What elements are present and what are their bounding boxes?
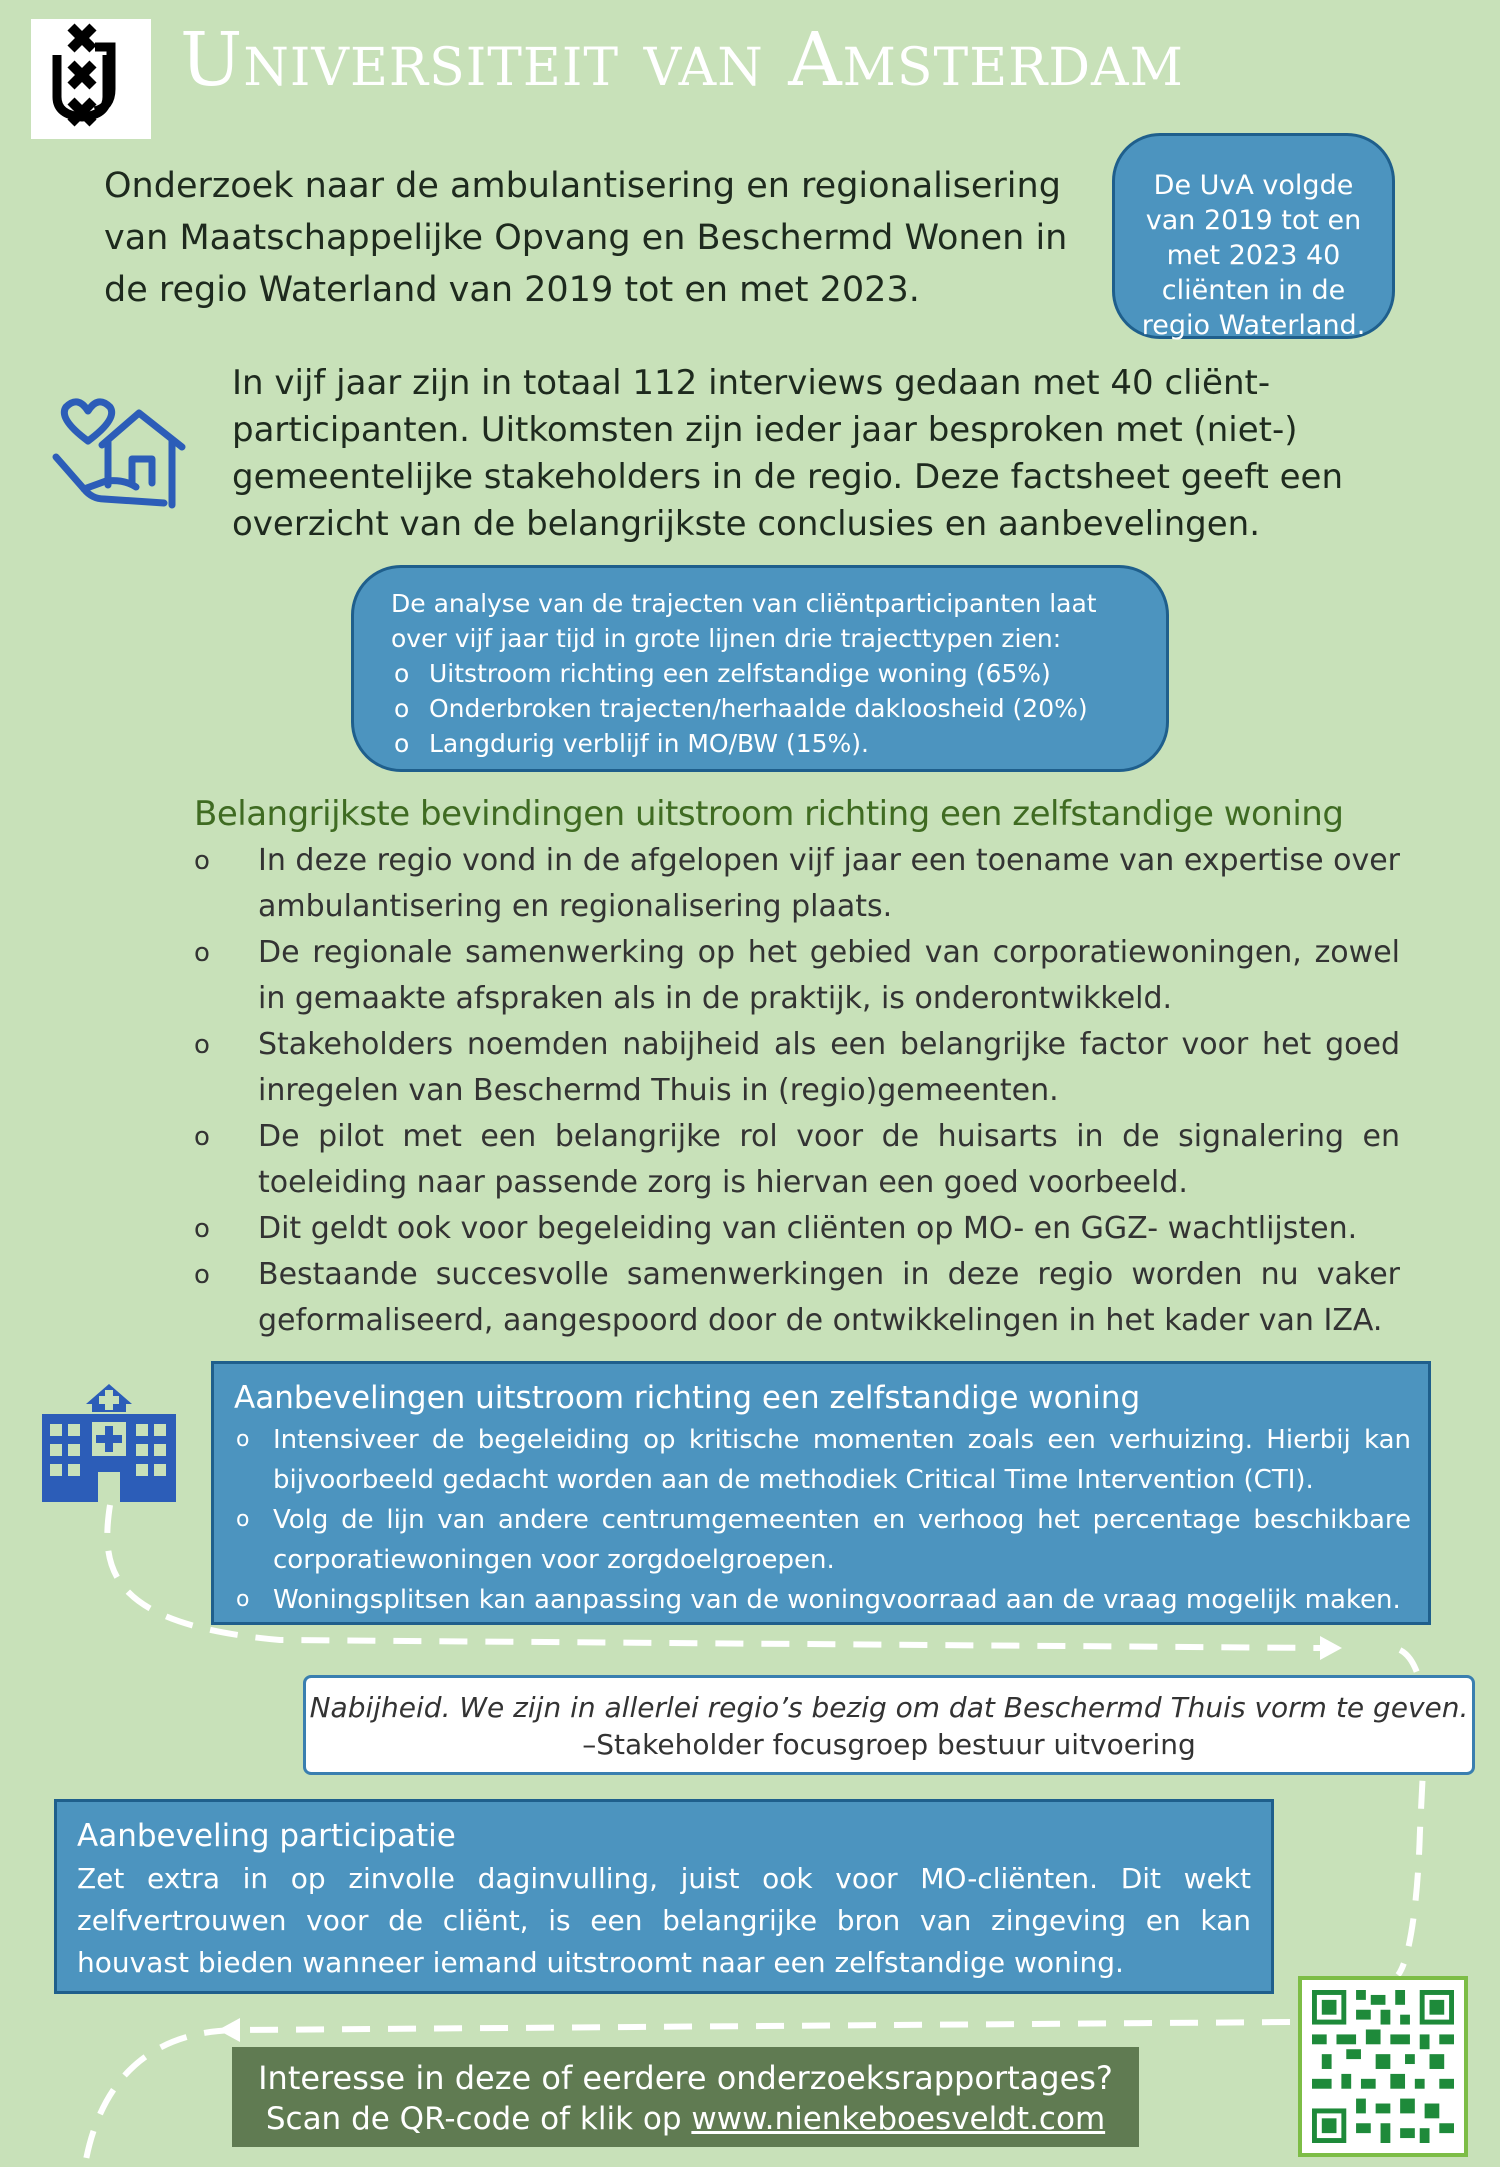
analysis-box [351,565,1169,772]
qr-code[interactable] [1298,1976,1468,2157]
analysis-item: o Uitstroom richting een zelfstandige woning (65%) [391,656,1146,691]
cta-box [232,2047,1139,2147]
finding-item: o In deze regio vond in de afgelopen vijf jaar een toename van expertise over ambulantisering en regionalisering plaats. [194,838,1400,930]
analysis-item: o Langdurig verblijf in MO/BW (15%). [391,726,1146,761]
participation-box [54,1799,1274,1994]
uva-summary-box: De UvA volgde van 2019 tot en met 2023 40 cliënten in de regio Waterland. [1112,133,1395,339]
analysis-item: o Onderbroken trajecten/herhaalde dakloosheid (20%) [391,691,1146,726]
finding-item: o Dit geldt ook voor begeleiding van cliënten op MO- en GGZ- wachtlijsten. [194,1206,1400,1252]
finding-item: o Stakeholders noemden nabijheid als een belangrijke factor voor het goed inregelen van Beschermd Thuis in (regio)gemeenten. [194,1022,1400,1114]
participation-heading: Aanbeveling participatie [77,1818,456,1854]
cta-instruction [232,2099,1139,2139]
findings-list [194,838,1400,1344]
findings-heading: Belangrijkste bevindingen uitstroom richting een zelfstandige woning [194,794,1344,834]
intro-title: Onderzoek naar de ambulantisering en regionalisering van Maatschappelijke Opvang en Beschermd Wonen in de regio Waterland van 2019 tot en met 2023. [104,166,1068,310]
house-heart-hand-icon [44,385,194,525]
quote-box [303,1675,1475,1775]
cta-prefix: Scan de QR-code of klik op [265,2101,692,2137]
cta-question: Interesse in deze of eerdere onderzoeksrapportages? [258,2059,1113,2097]
finding-item: o De regionale samenwerking op het gebied van corporatiewoningen, zowel in gemaakte afspraken als in de praktijk, is onderontwikkeld. [194,930,1400,1022]
finding-item: o Bestaande succesvolle samenwerkingen in deze regio worden nu vaker geformaliseerd, aangespoord door de ontwikkelingen in het kader van IZA. [194,1252,1400,1344]
recommendations-heading: Aanbevelingen uitstroom richting een zelfstandige woning [234,1380,1141,1416]
recommendation-item: o Volg de lijn van andere centrumgemeenten en verhoog het percentage beschikbare corporatiewoningen voor zorgdoelgroepen. [234,1500,1411,1580]
recommendation-item: o Woningsplitsen kan aanpassing van de woningvoorraad aan de vraag mogelijk maken. [234,1580,1411,1620]
quote-text: Nabijheid. We zijn in allerlei regio’s bezig om dat Beschermd Thuis vorm te geven. [309,1691,1469,1724]
recommendation-item: o Intensiveer de begeleiding op kritische momenten zoals een verhuizing. Hierbij kan bijvoorbeeld gedacht worden aan de methodiek Critical Time Intervention (CTI). [234,1420,1411,1500]
interviews-paragraph: In vijf jaar zijn in totaal 112 interviews gedaan met 40 cliënt-participanten. Uitkomsten zijn ieder jaar besproken met (niet-) gemeentelijke stakeholders in de regio. Deze factsheet geeft een overzicht van de belangrijkste conclusies en aanbevelingen. [232,363,1344,544]
hospital-icon [36,1382,182,1504]
qr-code-icon [1312,1990,1454,2143]
analysis-lead: De analyse van de trajecten van cliëntparticipanten laat over vijf jaar tijd in grote lijnen drie trajecttypen zien: [391,589,1097,653]
finding-item: o De pilot met een belangrijke rol voor de huisarts in de signalering en toeleiding naar passende zorg is hiervan een goed voorbeeld. [194,1114,1400,1206]
university-name: Universiteit van Amsterdam [180,17,1184,103]
website-link[interactable]: www.nienkeboesveldt.com [691,2101,1106,2137]
participation-body: Zet extra in op zinvolle daginvulling, juist ook voor MO-cliënten. Dit wekt zelfvertrouwen voor de cliënt, is een belangrijke bron van zingeving en kan houvast bieden wanneer iemand uitstroomt naar een zelfstandige woning. [77,1862,1251,1979]
quote-attribution: –Stakeholder focusgroep bestuur uitvoering [582,1728,1196,1761]
uva-shield-icon [31,19,151,139]
uva-logo [31,19,151,139]
recommendations-box [211,1361,1431,1625]
